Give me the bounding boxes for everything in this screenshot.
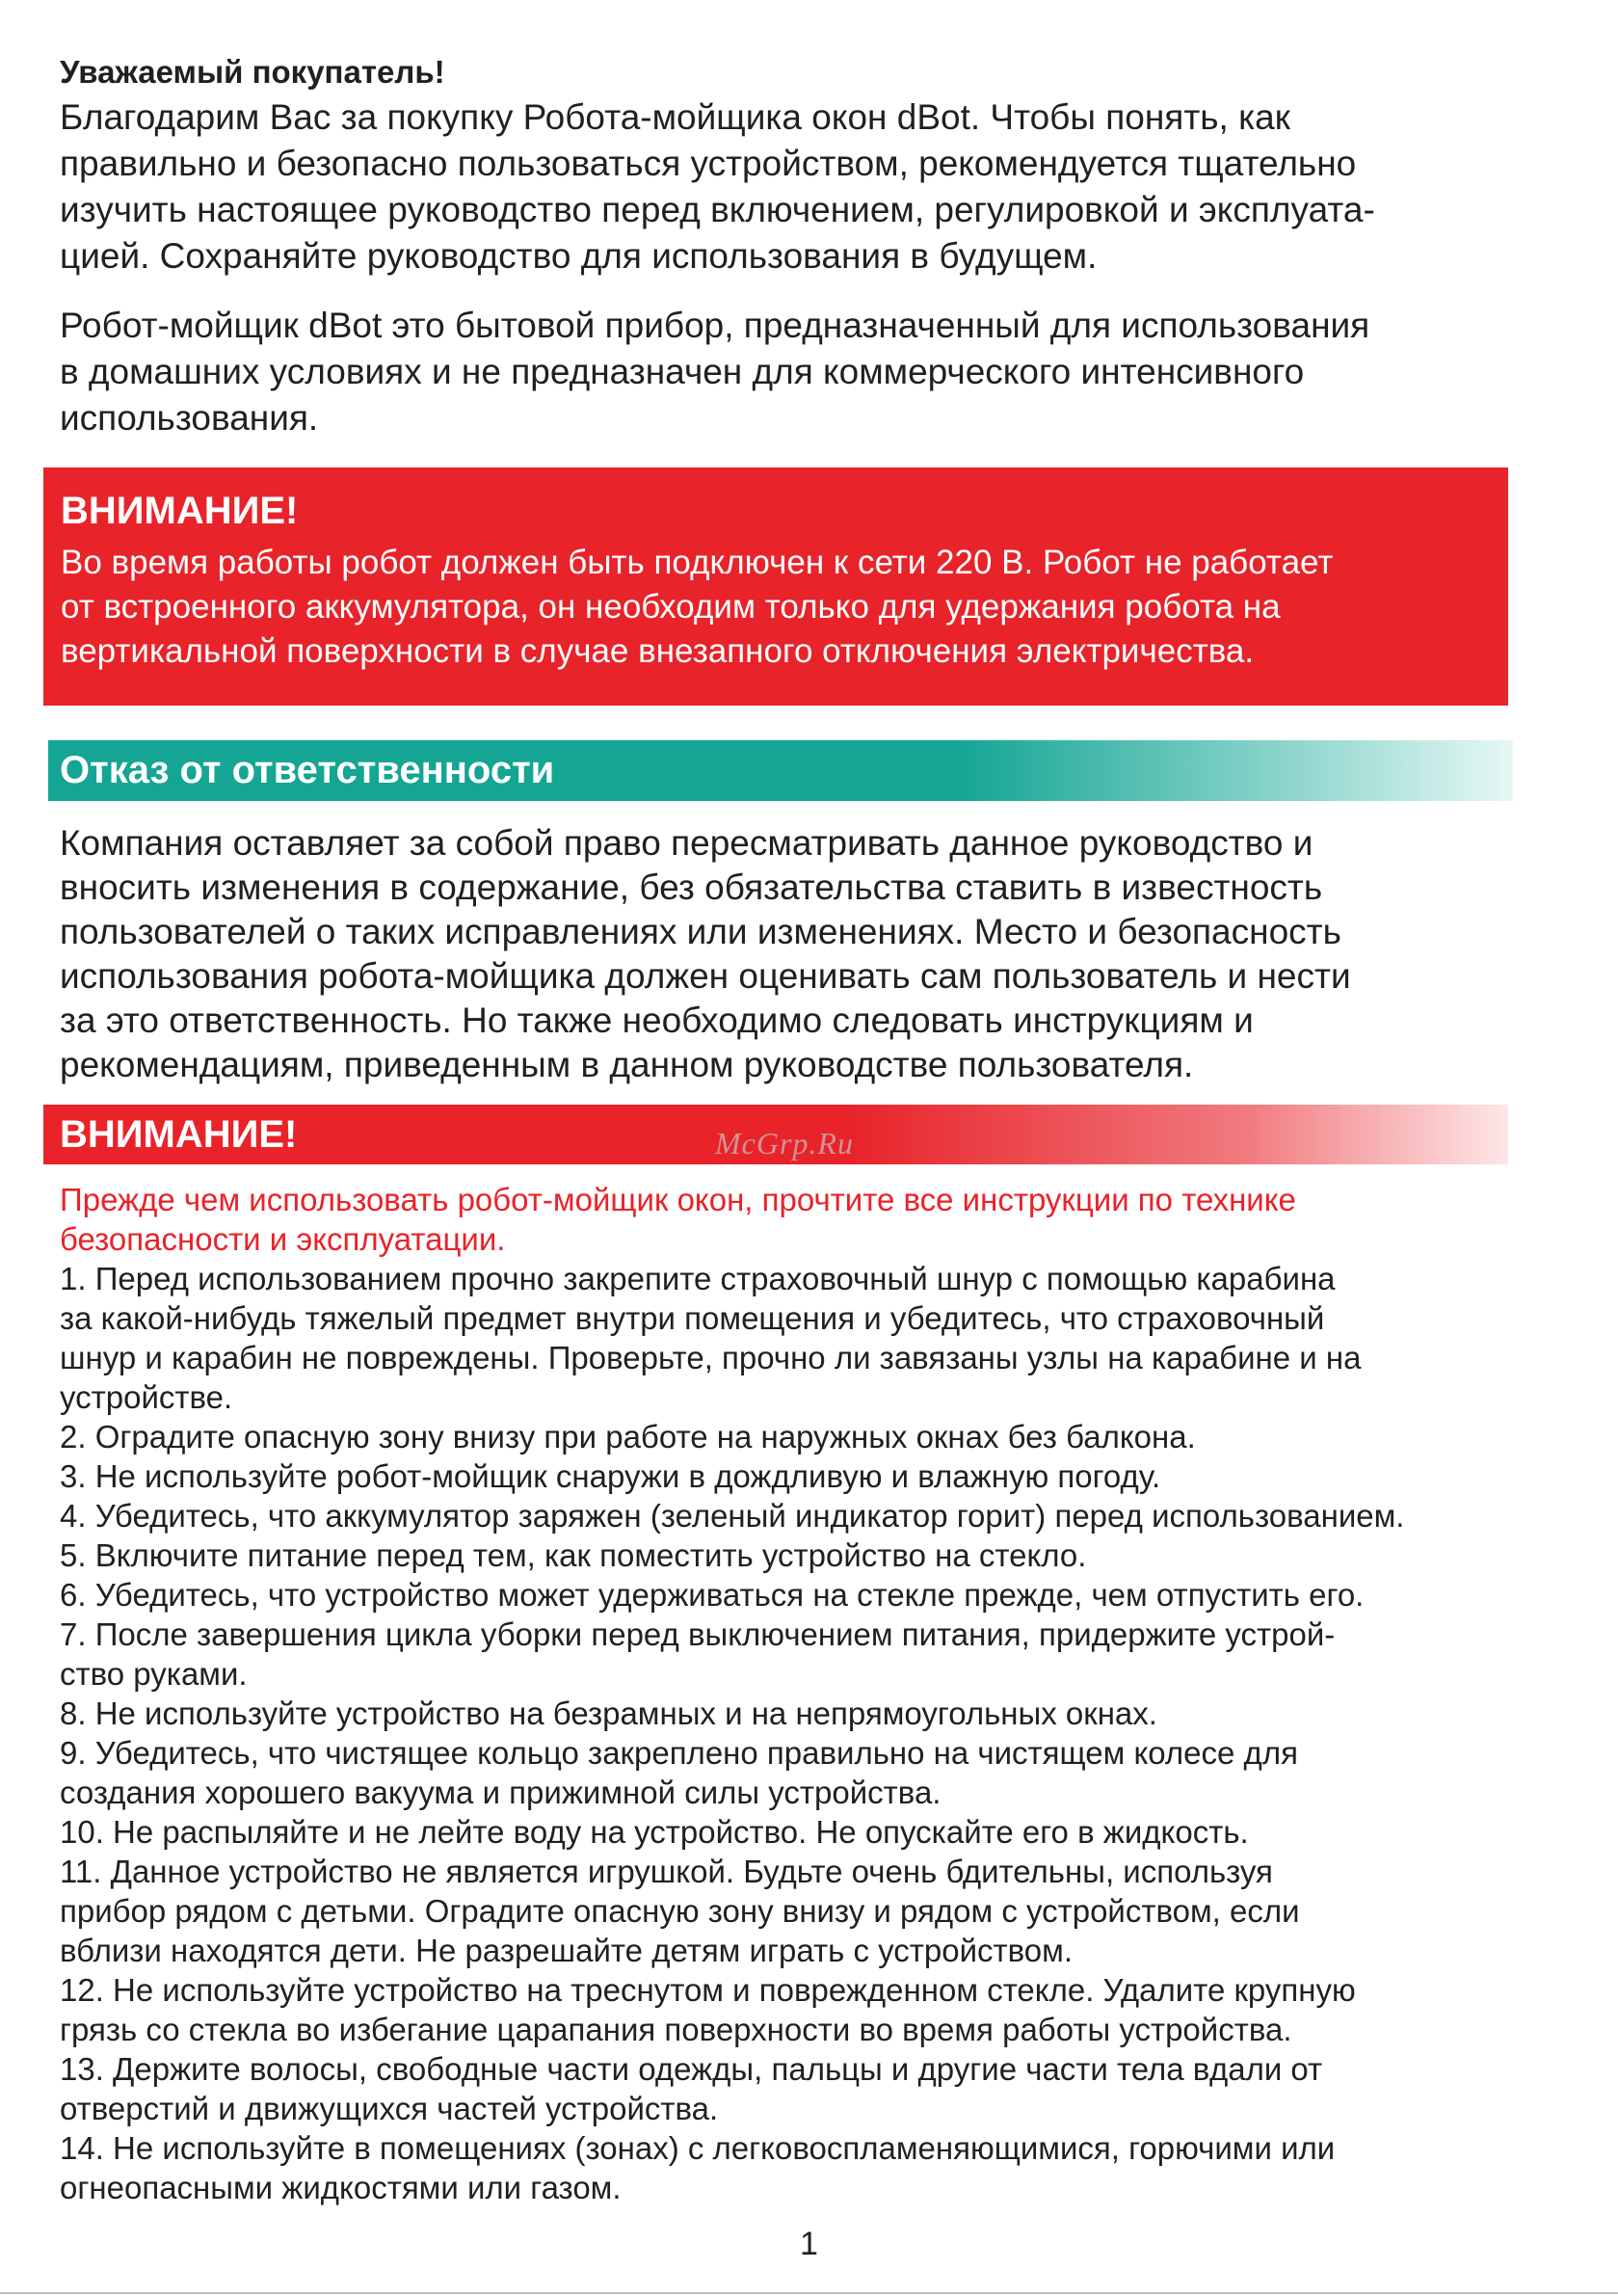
text-line: пользователей о таких исправлениях или изменениях. Место и безопасность [60,912,1341,951]
list-item: вблизи находятся дети. Не разрешайте детям играть с устройством. [60,1933,1074,1968]
list-item: 6. Убедитесь, что устройство может удерживаться на стекле прежде, чем отпустить его. [60,1577,1365,1613]
text-line: в домашних условиях и не предназначен для коммерческого интенсивного [60,352,1305,391]
text-line: вносить изменения в содержание, без обязательства ставить в известность [60,868,1323,907]
list-item: прибор рядом с детьми. Оградите опасную зону внизу и рядом с устройством, если [60,1893,1300,1929]
intro-paragraph-2 [60,303,1525,441]
list-item: 1. Перед использованием прочно закрепите страховочный шнур с помощью карабина [60,1261,1336,1296]
list-item: 3. Не используйте робот-мойщик снаружи в дождливую и влажную погоду. [60,1458,1161,1494]
text-line: Во время работы робот должен быть подключен к сети 220 В. Робот не работает [61,544,1334,581]
disclaimer-header-band [48,740,1513,801]
text-line: Компания оставляет за собой право пересматривать данное руководство и [60,823,1313,863]
watermark: McGrp.Ru [715,1126,854,1161]
page-number: 1 [800,2226,818,2262]
list-item: 12. Не используйте устройство на треснутом и поврежденном стекле. Удалите крупную [60,1972,1356,2008]
text-line: вертикальной поверхности в случае внезапного отключения электричества. [61,632,1255,670]
text-line: правильно и безопасно пользоваться устройством, рекомендуется тщательно [60,144,1357,183]
text-line: изучить настоящее руководство перед включением, регулировкой и эксплуата- [60,190,1375,229]
text-line: цией. Сохраняйте руководство для использования в будущем. [60,236,1098,276]
list-item: 9. Убедитесь, что чистящее кольцо закреплено правильно на чистящем колесе для [60,1735,1298,1771]
list-item: устройстве. [60,1379,233,1415]
warning-title: ВНИМАНИЕ! [61,490,299,532]
power-warning-box [43,467,1508,706]
list-item: 4. Убедитесь, что аккумулятор заряжен (зеленый индикатор горит) перед использованием. [60,1498,1405,1534]
list-item: 14. Не используйте в помещениях (зонах) с легковоспламеняющимися, горючими или [60,2130,1336,2166]
list-item: 7. После завершения цикла уборки перед выключением питания, придержите устрой- [60,1616,1336,1652]
safety-rules-list [60,1259,1544,2207]
text-line: от встроенного аккумулятора, он необходим только для удержания робота на [61,588,1281,626]
intro-section [60,50,1525,441]
disclaimer-body [60,821,1525,1087]
list-item: 2. Оградите опасную зону внизу при работе на наружных окнах без балкона. [60,1419,1196,1455]
list-item: ство руками. [60,1656,248,1692]
list-item: 11. Данное устройство не является игрушкой. Будьте очень бдительны, используя [60,1854,1273,1889]
list-item: 13. Держите волосы, свободные части одежды, пальцы и другие части тела вдали от [60,2051,1323,2087]
list-item: грязь со стекла во избегание царапания поверхности во время работы устройства. [60,2012,1292,2047]
text-line: использования робота-мойщика должен оценивать сам пользователь и нести [60,956,1351,996]
text-line: использования. [60,398,319,438]
list-item: отверстий и движущихся частей устройства. [60,2091,719,2126]
text-line: Благодарим Вас за покупку Робота-мойщика окон dBot. Чтобы понять, как [60,97,1290,137]
text-line: рекомендациям, приведенным в данном руководстве пользователя. [60,1045,1194,1084]
list-item: создания хорошего вакуума и прижимной силы устройства. [60,1775,942,1810]
list-item: 10. Не распыляйте и не лейте воду на устройство. Не опускайте его в жидкость. [60,1814,1249,1850]
list-item: за какой-нибудь тяжелый предмет внутри помещения и убедитесь, что страховочный [60,1300,1325,1336]
list-item: 8. Не используйте устройство на безрамных и на непрямоугольных окнах. [60,1695,1157,1731]
list-item: шнур и карабин не повреждены. Проверьте, прочно ли завязаны узлы на карабине и на [60,1340,1362,1375]
safety-intro-line: Прежде чем использовать робот-мойщик окон, прочтите все инструкции по технике [60,1182,1296,1217]
text-line: Робот-мойщик dBot это бытовой прибор, предназначенный для использования [60,306,1370,345]
safety-intro-line: безопасности и эксплуатации. [60,1221,506,1257]
list-item: огнеопасными жидкостями или газом. [60,2170,622,2205]
intro-paragraph-1 [60,94,1525,280]
bottom-divider [0,2292,1618,2294]
safety-title: ВНИМАНИЕ! [60,1113,298,1156]
safety-rules [60,1180,1544,2207]
disclaimer-title: Отказ от ответственности [60,749,555,791]
list-item: 5. Включите питание перед тем, как поместить устройство на стекло. [60,1537,1087,1573]
text-line: за это ответственность. Но также необходимо следовать инструкциям и [60,1001,1254,1040]
greeting-heading: Уважаемый покупатель! [60,54,445,90]
